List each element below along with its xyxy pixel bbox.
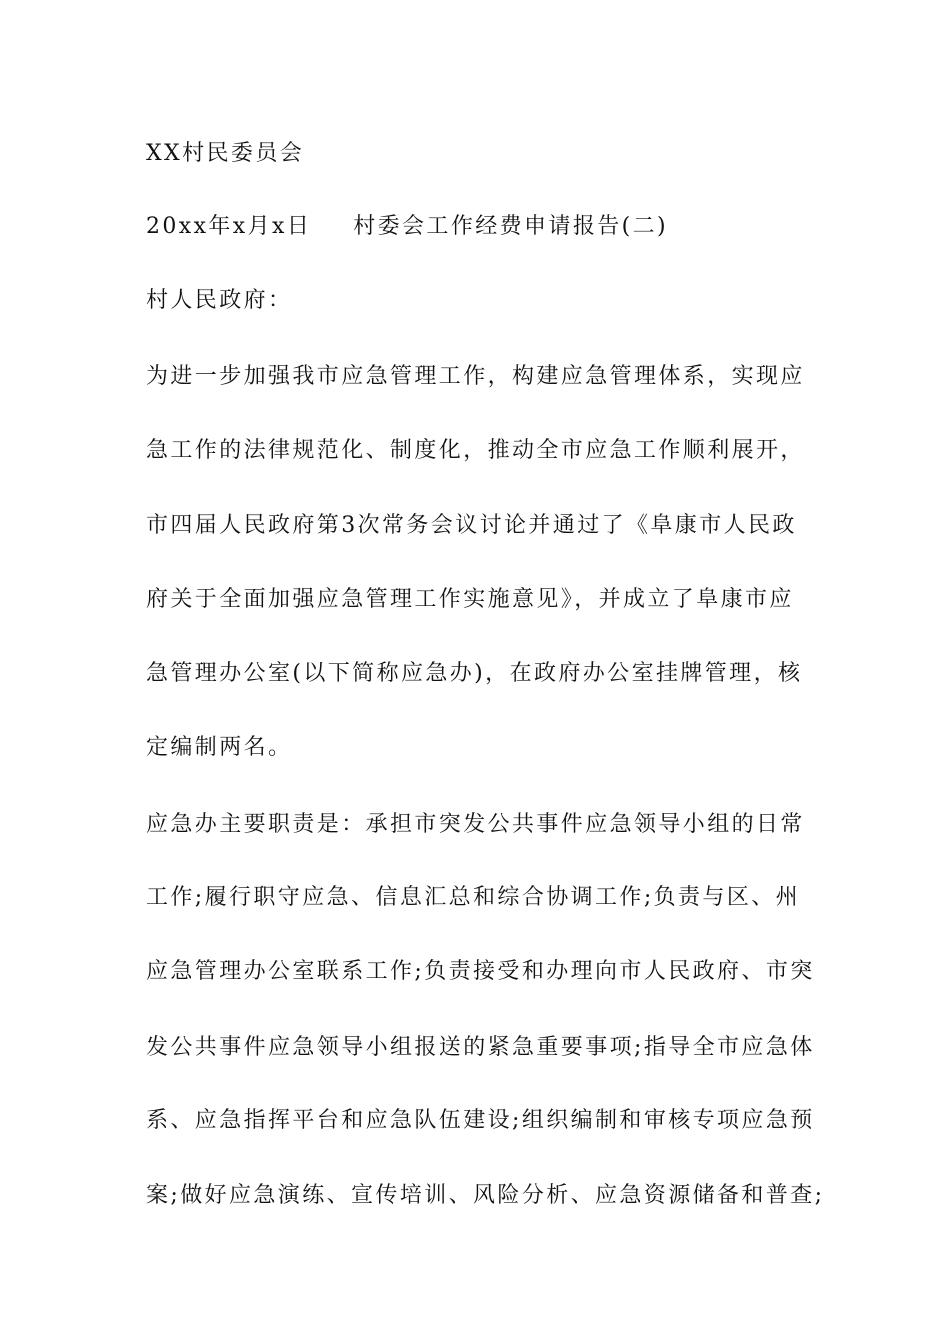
body-line-8: 工作;履行职守应急、信息汇总和综合协调工作;负责与区、州 xyxy=(146,885,801,910)
body-line-6: 定编制两名。 xyxy=(146,735,293,760)
body-line-2: 急工作的法律规范化、制度化，推动全市应急工作顺利展开， xyxy=(146,438,805,463)
body-line-3: 市四届人民政府第3次常务会议讨论并通过了《阜康市人民政 xyxy=(146,513,797,538)
organization-name: XX村民委员会 xyxy=(146,141,305,166)
body-line-12: 案;做好应急演练、宣传培训、风险分析、应急资源储备和普查; xyxy=(146,1183,825,1208)
document-date: 20xx年x月x日 xyxy=(146,214,312,239)
body-line-9: 应急管理办公室联系工作;负责接受和办理向市人民政府、市突 xyxy=(146,959,815,984)
body-line-1: 为进一步加强我市应急管理工作，构建应急管理体系，实现应 xyxy=(146,364,805,389)
body-line-10: 发公共事件应急领导小组报送的紧急重要事项;指导全市应急体 xyxy=(146,1035,815,1060)
body-line-5: 急管理办公室(以下简称应急办)，在政府办公室挂牌管理，核 xyxy=(146,661,803,686)
body-line-11: 系、应急指挥平台和应急队伍建设;组织编制和审核专项应急预 xyxy=(146,1108,815,1133)
date-title-line xyxy=(146,212,826,242)
document-title: 村委会工作经费申请报告(二) xyxy=(353,214,669,239)
body-line-4: 府关于全面加强应急管理工作实施意见》，并成立了阜康市应 xyxy=(146,587,794,612)
salutation: 村人民政府： xyxy=(146,288,293,313)
body-line-7: 应急办主要职责是：承担市突发公共事件应急领导小组的日常 xyxy=(146,812,805,837)
